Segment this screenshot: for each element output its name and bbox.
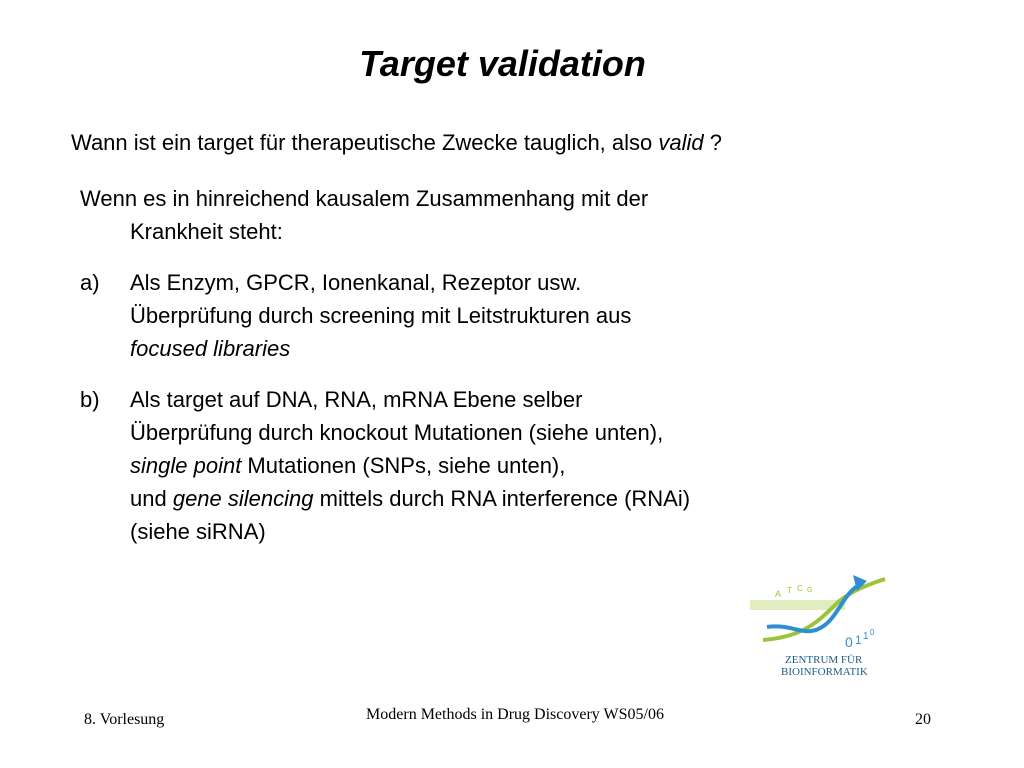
item-b-line-3 <box>130 449 920 482</box>
svg-text:G: G <box>807 587 813 594</box>
list-item-a <box>80 266 920 365</box>
svg-text:T: T <box>787 586 792 595</box>
slide-title: Target validation <box>359 43 646 84</box>
item-a-line-2: Überprüfung durch screening mit Leitstrukturen aus <box>130 303 632 328</box>
item-b-line-4-emphasis: gene silencing <box>172 486 314 511</box>
item-b-line-3-emphasis: single point <box>130 453 242 478</box>
svg-text:C: C <box>797 584 803 593</box>
item-b-line-1: Als target auf DNA, RNA, mRNA Ebene selber <box>130 387 583 412</box>
intro-line-2: Krankheit steht: <box>130 219 283 244</box>
question-suffix: ? <box>703 130 722 155</box>
svg-text:1: 1 <box>863 631 869 642</box>
svg-text:1: 1 <box>855 633 862 647</box>
item-b-line-4-prefix: und <box>130 486 173 511</box>
page-number: 20 <box>915 711 931 728</box>
svg-text:0: 0 <box>870 628 875 637</box>
intro-paragraph <box>80 182 920 248</box>
slide-body <box>80 182 920 548</box>
svg-text:A: A <box>775 589 782 599</box>
intro-line-1: Wenn es in hinreichend kausalem Zusammenhang mit der <box>80 186 649 211</box>
item-b-line-2: Überprüfung durch knockout Mutationen (siehe unten), <box>130 420 664 445</box>
item-a-line-3: focused libraries <box>130 336 291 361</box>
footer-lecture: 8. Vorlesung <box>84 711 165 728</box>
list-marker: b) <box>80 387 100 412</box>
footer-course: Modern Methods in Drug Discovery WS05/06 <box>366 706 664 723</box>
item-a-line-1: Als Enzym, GPCR, Ionenkanal, Rezeptor usw. <box>130 270 582 295</box>
list-marker: a) <box>80 270 100 295</box>
item-b-line-4-rest: mittels durch RNA interference (RNAi) <box>313 486 691 511</box>
item-b-line-4 <box>130 482 920 515</box>
svg-text:0: 0 <box>845 634 853 650</box>
list-item-b <box>80 383 920 548</box>
question-line <box>71 127 722 159</box>
question-text: Wann ist ein target für therapeutische Zwecke tauglich, also <box>71 130 653 155</box>
item-b-line-3-rest: Mutationen (SNPs, siehe unten), <box>241 453 566 478</box>
logo-line-1: ZENTRUM FÜR <box>785 654 863 666</box>
bioinformatik-logo <box>745 565 905 685</box>
item-b-line-5: (siehe siRNA) <box>130 519 266 544</box>
logo-line-2: BIOINFORMATIK <box>781 666 868 678</box>
question-emphasis: valid <box>658 130 704 155</box>
